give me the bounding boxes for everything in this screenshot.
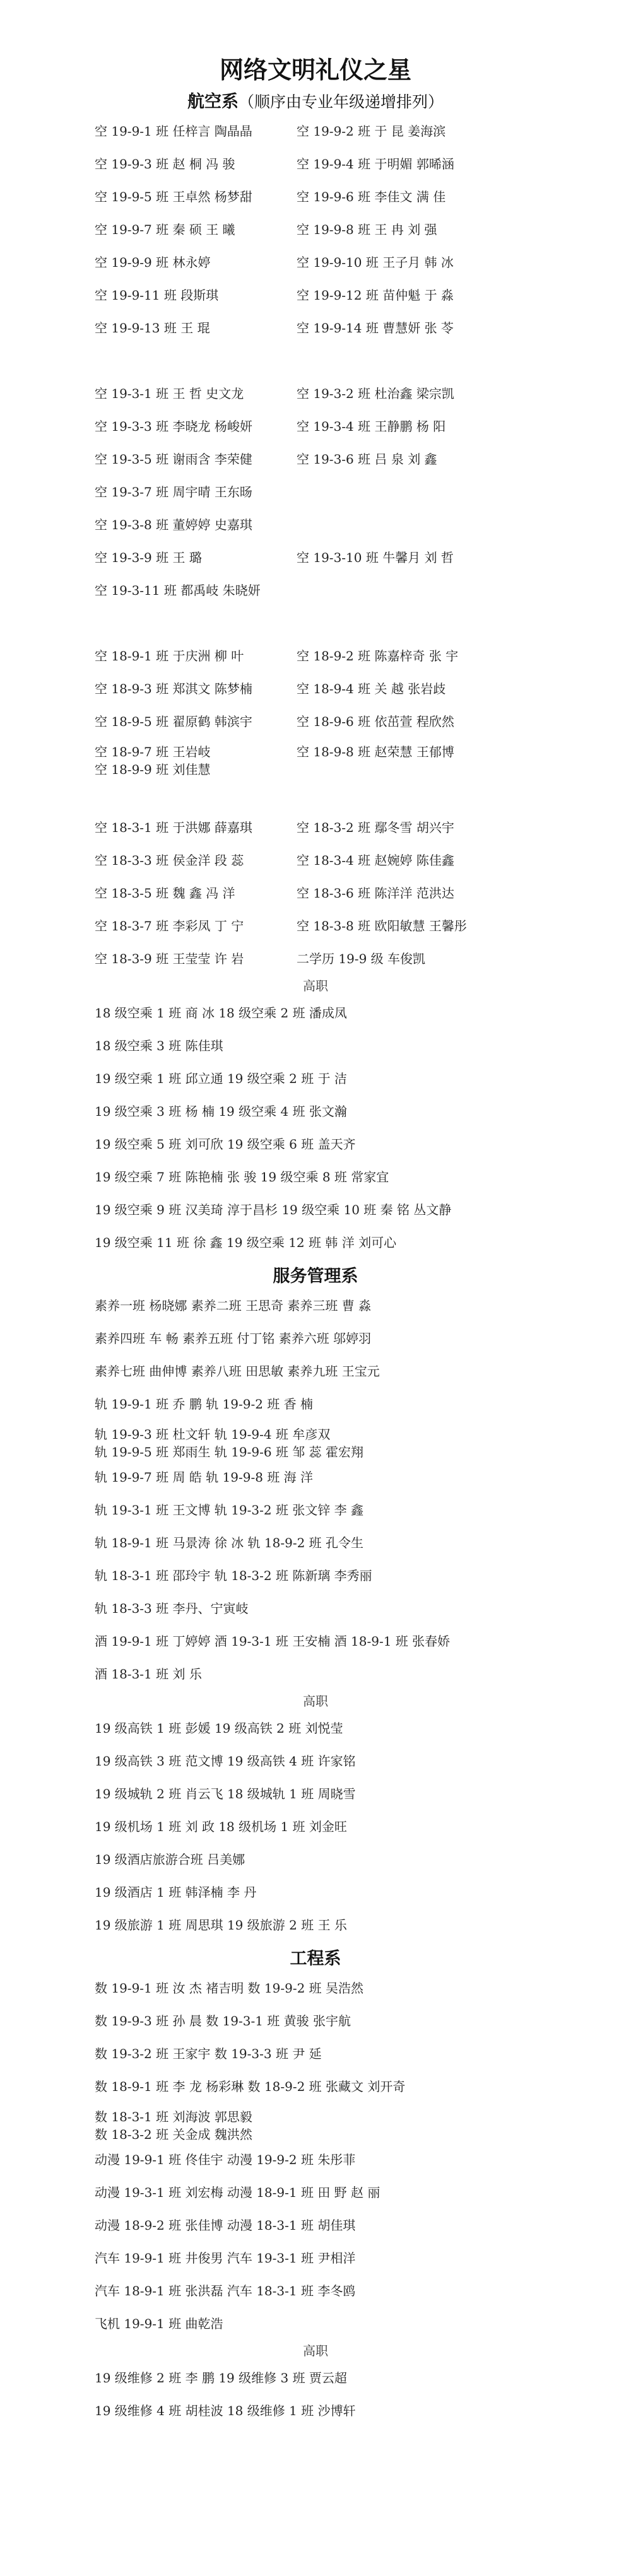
class-entry: 空 18-9-1 班 于庆洲 柳 叶: [95, 648, 244, 664]
list-row: [95, 508, 631, 541]
list-row: [95, 148, 631, 180]
list-row: [95, 443, 631, 476]
section-note: （顺序由专业年级递增排列）: [238, 93, 444, 111]
list-row: [95, 476, 631, 508]
class-entry: 空 19-9-8 班 王 冉 刘 强: [297, 222, 437, 237]
class-entry: 空 18-9-8 班 赵荣慧 王郁博: [297, 744, 454, 759]
list-row: [95, 180, 631, 213]
list-row: 汽车 18-9-1 班 张洪磊 汽车 18-3-1 班 李冬鸥: [95, 2283, 356, 2298]
aviation-group-18-9: [0, 640, 631, 778]
list-row: [95, 910, 631, 942]
list-row: 19 级高铁 1 班 彭媛 19 级高铁 2 班 刘悦莹: [95, 1721, 343, 1736]
class-entry: 空 19-9-10 班 王子月 韩 冰: [297, 255, 454, 270]
list-row: [95, 877, 631, 910]
list-row: [95, 312, 631, 344]
aviation-group-19-3: [0, 377, 631, 607]
subsection-heading-vocational: 高职: [303, 2343, 328, 2358]
class-entry: 空 18-9-4 班 关 越 张岩歧: [297, 681, 446, 696]
class-entry: 空 19-3-7 班 周宇晴 王东旸: [95, 484, 252, 500]
class-entry: 空 18-3-6 班 陈洋洋 范洪达: [297, 886, 454, 901]
class-entry: 空 19-3-5 班 谢雨含 李荣健: [95, 452, 252, 467]
list-line: 轨 19-9-3 班 杜文轩 轨 19-9-4 班 牟彦双: [95, 1427, 331, 1442]
list-line: 数 18-3-2 班 关金成 魏洪然: [95, 2127, 252, 2142]
class-entry: 二学历 19-9 级 车俊凯: [297, 951, 426, 966]
class-entry: 空 19-3-9 班 王 璐: [95, 550, 202, 565]
section-heading-service-management: 服务管理系: [273, 1267, 358, 1286]
list-row: [95, 811, 631, 844]
list-row: [95, 844, 631, 877]
list-row: [95, 115, 631, 148]
list-row: [95, 541, 631, 574]
list-row: 19 级机场 1 班 刘 政 18 级机场 1 班 刘金旺: [95, 1819, 347, 1834]
list-row: 19 级空乘 11 班 徐 鑫 19 级空乘 12 班 韩 洋 刘可心: [95, 1235, 397, 1250]
list-row: 数 19-9-3 班 孙 晨 数 19-3-1 班 黄骏 张宇航: [95, 2013, 351, 2029]
list-row: [95, 410, 631, 443]
subsection-heading-vocational: 高职: [303, 978, 328, 993]
class-entry: 空 19-9-4 班 于明媚 郭晞涵: [297, 156, 454, 172]
section-heading-aviation: [0, 90, 631, 115]
list-row: 轨 19-9-1 班 乔 鹏 轨 19-9-2 班 香 楠: [95, 1396, 314, 1412]
list-row: [95, 672, 631, 705]
list-row: 19 级酒店旅游合班 吕美娜: [95, 1852, 245, 1867]
section-heading-engineering: 工程系: [290, 1949, 341, 1969]
vocational-service-list: [0, 1712, 631, 1941]
list-row: 19 级空乘 5 班 刘可欣 19 级空乘 6 班 盖天齐: [95, 1137, 356, 1152]
class-entry: 空 18-9-6 班 依茁萱 程欣然: [297, 714, 454, 729]
class-entry: 空 18-3-1 班 于洪娜 薛嘉琪: [95, 820, 252, 835]
list-row: 19 级城轨 2 班 肖云飞 18 级城轨 1 班 周晓雪: [95, 1786, 356, 1801]
page-title: 网络文明礼仪之星: [219, 56, 411, 84]
class-entry: 空 19-9-11 班 段斯琪: [95, 288, 219, 303]
class-entry: 空 19-9-9 班 林永婷: [95, 255, 211, 270]
class-entry: 空 19-9-6 班 李佳文 满 佳: [297, 189, 446, 204]
class-entry: 空 18-9-7 班 王岩岐: [95, 744, 211, 759]
class-entry: 空 18-3-9 班 王莹莹 许 岩: [95, 951, 244, 966]
list-row: 19 级空乘 1 班 邱立通 19 级空乘 2 班 于 洁: [95, 1071, 347, 1086]
aviation-group-18-3: [0, 811, 631, 975]
vocational-aviation-list: [0, 997, 631, 1259]
class-entry: 空 18-9-2 班 陈嘉梓奇 张 宇: [297, 648, 459, 664]
list-row: [95, 942, 631, 975]
class-entry: 空 19-9-2 班 于 昆 姜海滨: [297, 124, 446, 139]
list-row: 轨 18-9-1 班 马景涛 徐 冰 轨 18-9-2 班 孔令生: [95, 1535, 364, 1550]
class-entry: 空 19-3-1 班 王 哲 史文龙: [95, 386, 244, 401]
list-row: 数 18-9-1 班 李 龙 杨彩琳 数 18-9-2 班 张藏文 刘开奇: [95, 2079, 406, 2094]
list-row: 19 级空乘 3 班 杨 楠 19 级空乘 4 班 张文瀚: [95, 1104, 347, 1119]
class-entry: 空 19-9-7 班 秦 硕 王 曦: [95, 222, 235, 237]
list-row: 轨 18-3-3 班 李丹、宁寅岐: [95, 1601, 249, 1616]
class-entry: 空 19-9-13 班 王 琨: [95, 320, 210, 336]
list-line: 数 18-3-1 班 刘海波 郭思毅: [95, 2109, 252, 2124]
engineering-list: [0, 1972, 631, 2340]
class-entry: 空 18-9-5 班 翟原鹤 韩滨宇: [95, 714, 252, 729]
list-row: 19 级空乘 7 班 陈艳楠 张 骏 19 级空乘 8 班 常家宜: [95, 1169, 389, 1185]
class-entry: 空 19-3-10 班 牛馨月 刘 哲: [297, 550, 454, 565]
class-entry: 空 18-9-9 班 刘佳慧: [95, 762, 211, 777]
list-row: 轨 19-9-7 班 周 皓 轨 19-9-8 班 海 洋: [95, 1470, 314, 1485]
list-row: 19 级高铁 3 班 范文博 19 级高铁 4 班 许家铭: [95, 1753, 356, 1769]
class-entry: 空 18-3-7 班 李彩凤 丁 宁: [95, 918, 244, 934]
class-entry: 空 18-3-3 班 侯金洋 段 蕊: [95, 853, 244, 868]
class-entry: 空 19-9-1 班 任梓言 陶晶晶: [95, 124, 252, 139]
class-entry: 空 19-3-8 班 董婷婷 史嘉琪: [95, 517, 252, 532]
list-row: 素养一班 杨晓娜 素养二班 王思奇 素养三班 曹 淼: [95, 1298, 372, 1313]
list-row: 动漫 19-3-1 班 刘宏梅 动漫 18-9-1 班 田 野 赵 丽: [95, 2185, 380, 2200]
list-row: 素养四班 车 畅 素养五班 付丁铭 素养六班 邬婷羽: [95, 1331, 372, 1346]
class-entry: 空 19-3-6 班 吕 泉 刘 鑫: [297, 452, 437, 467]
list-row: [95, 1420, 631, 1461]
service-management-list: [0, 1289, 631, 1690]
list-row: [95, 738, 631, 778]
list-row: 轨 19-3-1 班 王文博 轨 19-3-2 班 张文锌 李 鑫: [95, 1502, 364, 1518]
class-entry: 空 19-9-5 班 王卓然 杨梦甜: [95, 189, 252, 204]
list-row: [95, 377, 631, 410]
list-row: 19 级维修 2 班 李 鹏 19 级维修 3 班 贾云超: [95, 2370, 347, 2386]
spacer: [0, 607, 631, 640]
subsection-heading-vocational: 高职: [303, 1694, 328, 1709]
list-row: 酒 18-3-1 班 刘 乐: [95, 1666, 202, 1682]
list-row: [95, 246, 631, 279]
class-entry: 空 18-3-2 班 鄢冬雪 胡兴宇: [297, 820, 454, 835]
list-row: 飞机 19-9-1 班 曲乾浩: [95, 2316, 223, 2331]
class-entry: 空 18-9-3 班 郑淇文 陈梦楠: [95, 681, 252, 696]
vocational-engineering-list: [0, 2362, 631, 2427]
list-row: 动漫 18-9-2 班 张佳博 动漫 18-3-1 班 胡佳琪: [95, 2218, 356, 2233]
list-row: 19 级空乘 9 班 汉美琦 淳于昌杉 19 级空乘 10 班 秦 铭 丛文静: [95, 1202, 452, 1217]
class-entry: 空 19-3-3 班 李晓龙 杨峻妍: [95, 419, 252, 434]
list-row: 汽车 19-9-1 班 井俊男 汽车 19-3-1 班 尹相洋: [95, 2251, 356, 2266]
list-row: [95, 213, 631, 246]
class-entry: 空 18-3-4 班 赵婉婷 陈佳鑫: [297, 853, 454, 868]
spacer: [0, 778, 631, 811]
list-row: 素养七班 曲伸博 素养八班 田思敏 素养九班 王宝元: [95, 1364, 380, 1379]
class-entry: 空 19-9-12 班 苗仲魁 于 淼: [297, 288, 454, 303]
class-entry: 空 19-3-11 班 都禹岐 朱晓妍: [95, 583, 261, 598]
list-row: 19 级酒店 1 班 韩泽楠 李 丹: [95, 1885, 257, 1900]
class-entry: 空 18-3-8 班 欧阳敏慧 王馨彤: [297, 918, 467, 934]
list-row: 轨 18-3-1 班 邵玲宇 轨 18-3-2 班 陈新璃 李秀丽: [95, 1568, 372, 1583]
class-entry: 空 19-3-2 班 杜治鑫 梁宗凯: [297, 386, 454, 401]
class-entry: 空 19-9-3 班 赵 桐 冯 骏: [95, 156, 235, 172]
spacer: [0, 344, 631, 377]
list-line: 轨 19-9-5 班 郑雨生 轨 19-9-6 班 邹 蕊 霍宏翔: [95, 1444, 364, 1460]
aviation-group-19-9: [0, 115, 631, 344]
list-row: 酒 19-9-1 班 丁婷婷 酒 19-3-1 班 王安楠 酒 18-9-1 班 张春娇: [95, 1634, 451, 1649]
class-entry: 空 19-9-14 班 曹慧妍 张 苓: [297, 320, 454, 336]
list-line: [95, 743, 631, 761]
list-row: [95, 279, 631, 312]
list-row: 数 19-9-1 班 汝 杰 褚吉明 数 19-9-2 班 吴浩然: [95, 1981, 364, 1996]
list-row: [95, 640, 631, 672]
list-row: [95, 2103, 631, 2143]
list-line: [95, 761, 631, 778]
list-row: [95, 705, 631, 738]
list-row: 19 级旅游 1 班 周思琪 19 级旅游 2 班 王 乐: [95, 1917, 347, 1933]
class-entry: 空 18-3-5 班 魏 鑫 冯 洋: [95, 886, 235, 901]
list-row: [95, 574, 631, 607]
list-row: 19 级维修 4 班 胡桂波 18 级维修 1 班 沙博轩: [95, 2403, 356, 2418]
list-row: 动漫 19-9-1 班 佟佳宇 动漫 19-9-2 班 朱彤菲: [95, 2152, 356, 2167]
list-row: 18 级空乘 1 班 商 冰 18 级空乘 2 班 潘成凤: [95, 1005, 347, 1021]
list-row: 数 19-3-2 班 王家宇 数 19-3-3 班 尹 延: [95, 2046, 322, 2061]
class-entry: 空 19-3-4 班 王静鹏 杨 阳: [297, 419, 446, 434]
section-name: 航空系: [187, 92, 239, 112]
list-row: 18 级空乘 3 班 陈佳琪: [95, 1038, 223, 1053]
